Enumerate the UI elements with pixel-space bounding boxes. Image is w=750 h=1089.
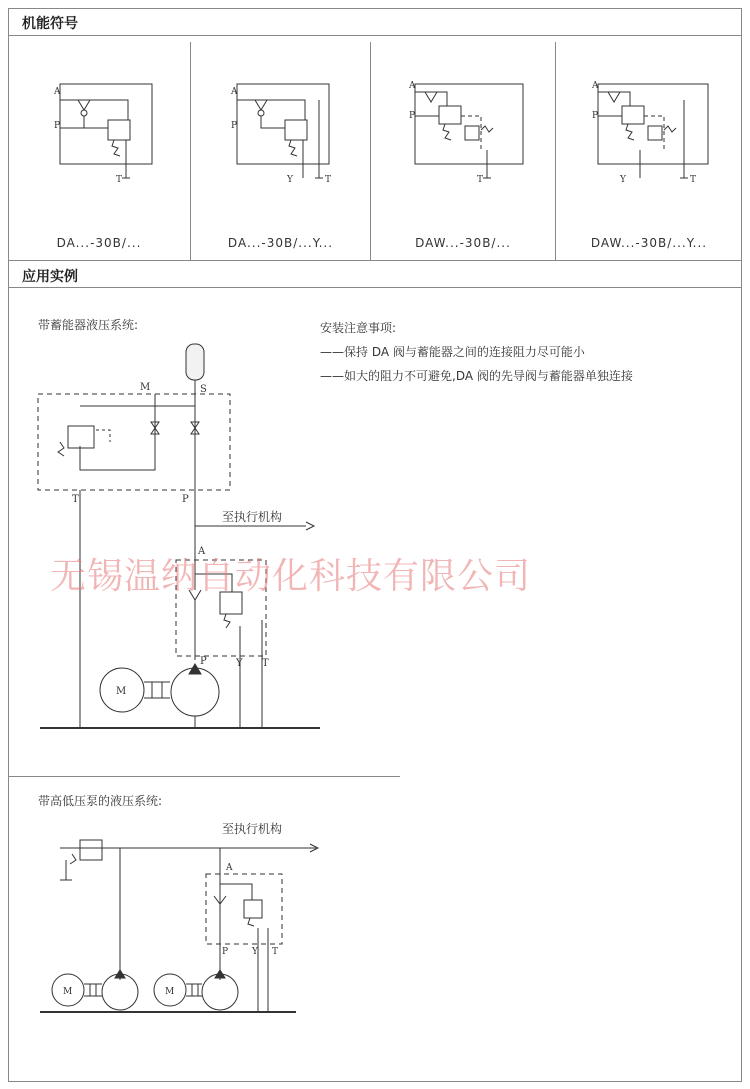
port-y-label: Y bbox=[236, 658, 243, 669]
divider-line bbox=[8, 776, 400, 777]
symbol-caption-3: DAW...-30B/... bbox=[415, 236, 511, 250]
port-t-label: T bbox=[325, 175, 332, 185]
section-title-symbols: 机能符号 bbox=[22, 16, 78, 32]
port-s-label: S bbox=[200, 384, 207, 395]
symbol-diagram-1 bbox=[8, 70, 191, 230]
port-p-label: P bbox=[231, 121, 238, 131]
example1-title: 带蓄能器液压系统: bbox=[38, 318, 139, 332]
port-y-label: Y bbox=[287, 175, 293, 185]
section-title-examples: 应用实例 bbox=[22, 269, 78, 285]
to-actuator-label-1: 至执行机构 bbox=[222, 510, 283, 524]
symbol-caption-4: DAW...-30B/...Y... bbox=[590, 236, 708, 250]
symbol-diagram-2 bbox=[191, 70, 371, 230]
port-m-label: M bbox=[140, 382, 151, 393]
motor-label: M bbox=[116, 686, 127, 697]
port-p-label: P bbox=[222, 947, 229, 957]
port-y-label: Y bbox=[620, 175, 626, 185]
notes-heading: 安装注意事项: bbox=[320, 321, 397, 335]
port-p-label: P bbox=[200, 656, 207, 667]
symbol-cell-1 bbox=[8, 42, 191, 260]
section-header-symbols bbox=[8, 8, 742, 36]
example2-title: 带高低压泵的液压系统: bbox=[38, 794, 163, 808]
symbol-cell-2 bbox=[191, 42, 371, 260]
port-p-label: P bbox=[54, 121, 61, 131]
port-a-label: A bbox=[54, 87, 61, 97]
port-t-label: T bbox=[262, 658, 269, 669]
port-a-label: A bbox=[231, 87, 238, 97]
to-actuator-label-2: 至执行机构 bbox=[222, 822, 283, 836]
symbol-caption-1: DA...-30B/... bbox=[56, 236, 142, 250]
port-a-label: A bbox=[592, 81, 599, 91]
port-p-label: P bbox=[182, 494, 189, 505]
accumulator-circuit-diagram bbox=[0, 330, 400, 740]
motor-label-1: M bbox=[63, 987, 73, 997]
section-header-examples bbox=[8, 260, 742, 288]
motor-label-2: M bbox=[165, 987, 175, 997]
notes-line-2: ——如大的阻力不可避免,DA 阀的先导阀与蓄能器单独连接 bbox=[320, 369, 633, 383]
symbol-cell-4 bbox=[556, 42, 742, 260]
port-a-label: A bbox=[226, 863, 233, 873]
symbol-caption-2: DA...-30B/...Y... bbox=[227, 236, 334, 250]
symbol-diagram-4 bbox=[556, 70, 742, 230]
port-a-label: A bbox=[409, 81, 416, 91]
notes-line-1: ——保持 DA 阀与蓄能器之间的连接阻力尽可能小 bbox=[320, 345, 585, 359]
port-p-label: P bbox=[409, 111, 416, 121]
port-y-label: Y bbox=[252, 947, 258, 957]
port-t-label: T bbox=[477, 175, 484, 185]
watermark: 无锡温纳自动化科技有限公司 bbox=[50, 556, 532, 597]
port-t-label: T bbox=[72, 494, 79, 505]
hilo-pump-circuit-diagram bbox=[0, 830, 400, 1030]
port-t-label: T bbox=[272, 947, 279, 957]
port-t-label: T bbox=[690, 175, 697, 185]
port-t-label: T bbox=[116, 175, 123, 185]
symbol-diagram-3 bbox=[371, 70, 556, 230]
port-a-label: A bbox=[198, 546, 206, 557]
port-p-label: P bbox=[592, 111, 599, 121]
symbol-cell-3 bbox=[371, 42, 556, 260]
